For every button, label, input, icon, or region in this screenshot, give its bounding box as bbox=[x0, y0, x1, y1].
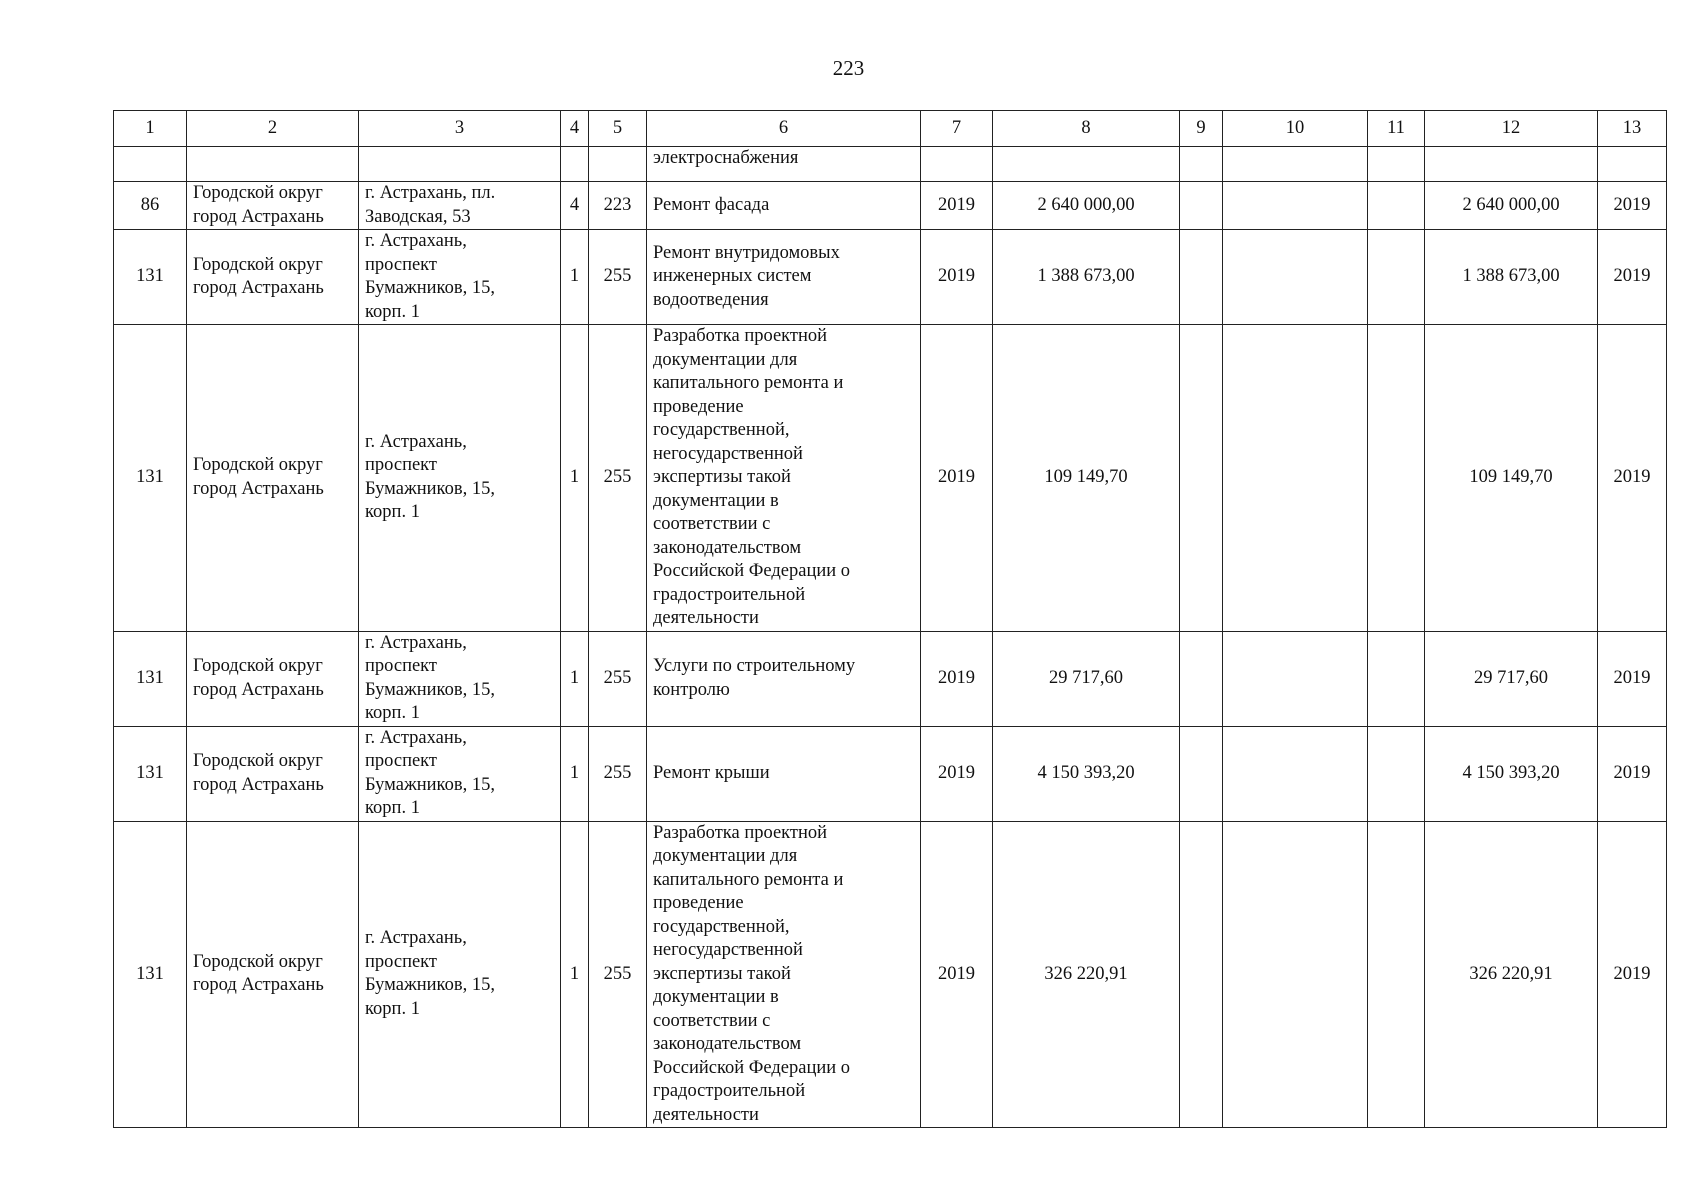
cell-col11 bbox=[1368, 726, 1425, 821]
cell-total-cost bbox=[993, 147, 1180, 182]
cell-year: 2019 bbox=[921, 821, 993, 1128]
cell-year: 2019 bbox=[921, 726, 993, 821]
cell-address: г. Астрахань, проспект Бумажников, 15, корп. 1 bbox=[359, 325, 561, 632]
cell-col13: 2019 bbox=[1598, 726, 1667, 821]
cell-col10 bbox=[1223, 726, 1368, 821]
cell-col12: 326 220,91 bbox=[1425, 821, 1598, 1128]
cell-address: г. Астрахань, проспект Бумажников, 15, корп. 1 bbox=[359, 631, 561, 726]
cell-address: г. Астрахань, проспект Бумажников, 15, корп. 1 bbox=[359, 821, 561, 1128]
cell-col9 bbox=[1180, 325, 1223, 632]
cell-col13: 2019 bbox=[1598, 230, 1667, 325]
cell-col13: 2019 bbox=[1598, 182, 1667, 230]
column-header-12: 12 bbox=[1425, 111, 1598, 147]
cell-col11 bbox=[1368, 147, 1425, 182]
cell-work-type: Ремонт фасада bbox=[647, 182, 921, 230]
capital-repair-table bbox=[113, 110, 1667, 1128]
page-number: 223 bbox=[832, 56, 865, 80]
column-header-2: 2 bbox=[187, 111, 359, 147]
cell-col11 bbox=[1368, 325, 1425, 632]
column-header-13: 13 bbox=[1598, 111, 1667, 147]
cell-col4: 1 bbox=[561, 726, 589, 821]
cell-col5: 223 bbox=[589, 182, 647, 230]
cell-total-cost: 1 388 673,00 bbox=[993, 230, 1180, 325]
cell-municipality: Городской округ город Астрахань bbox=[187, 726, 359, 821]
cell-col5: 255 bbox=[589, 726, 647, 821]
cell-col4: 1 bbox=[561, 821, 589, 1128]
table-row bbox=[114, 230, 1667, 325]
cell-number: 131 bbox=[114, 325, 187, 632]
column-header-3: 3 bbox=[359, 111, 561, 147]
cell-col13 bbox=[1598, 147, 1667, 182]
cell-work-type: Ремонт крыши bbox=[647, 726, 921, 821]
cell-col5: 255 bbox=[589, 325, 647, 632]
cell-col10 bbox=[1223, 821, 1368, 1128]
cell-number: 131 bbox=[114, 230, 187, 325]
column-header-6: 6 bbox=[647, 111, 921, 147]
cell-number: 131 bbox=[114, 726, 187, 821]
cell-col9 bbox=[1180, 182, 1223, 230]
cell-year: 2019 bbox=[921, 182, 993, 230]
cell-number bbox=[114, 147, 187, 182]
cell-col5: 255 bbox=[589, 821, 647, 1128]
cell-col12: 109 149,70 bbox=[1425, 325, 1598, 632]
cell-number: 131 bbox=[114, 821, 187, 1128]
cell-municipality bbox=[187, 147, 359, 182]
cell-col11 bbox=[1368, 230, 1425, 325]
column-header-1: 1 bbox=[114, 111, 187, 147]
cell-work-type: Услуги по строительному контролю bbox=[647, 631, 921, 726]
cell-col13: 2019 bbox=[1598, 821, 1667, 1128]
cell-col11 bbox=[1368, 631, 1425, 726]
cell-work-type: Разработка проектной документации для капитального ремонта и проведение государственной, негосударственной экспертизы такой документации в соответствии с законодательством Российской Федерации о градостроительной деятельности bbox=[647, 821, 921, 1128]
cell-work-type: Разработка проектной документации для капитального ремонта и проведение государственной, негосударственной экспертизы такой документации в соответствии с законодательством Российской Федерации о градостроительной деятельности bbox=[647, 325, 921, 632]
cell-col12: 1 388 673,00 bbox=[1425, 230, 1598, 325]
table-row bbox=[114, 147, 1667, 182]
cell-year: 2019 bbox=[921, 631, 993, 726]
cell-col4: 1 bbox=[561, 631, 589, 726]
cell-col13: 2019 bbox=[1598, 325, 1667, 632]
cell-col11 bbox=[1368, 182, 1425, 230]
cell-col13: 2019 bbox=[1598, 631, 1667, 726]
cell-number: 86 bbox=[114, 182, 187, 230]
cell-address: г. Астрахань, пл. Заводская, 53 bbox=[359, 182, 561, 230]
header-row bbox=[114, 111, 1667, 147]
cell-col4 bbox=[561, 147, 589, 182]
cell-municipality: Городской округ город Астрахань bbox=[187, 230, 359, 325]
cell-year bbox=[921, 147, 993, 182]
cell-work-type: электроснабжения bbox=[647, 147, 921, 182]
table-row bbox=[114, 821, 1667, 1128]
table-row bbox=[114, 631, 1667, 726]
cell-number: 131 bbox=[114, 631, 187, 726]
cell-work-type: Ремонт внутридомовых инженерных систем водоотведения bbox=[647, 230, 921, 325]
cell-municipality: Городской округ город Астрахань bbox=[187, 325, 359, 632]
cell-col12: 2 640 000,00 bbox=[1425, 182, 1598, 230]
cell-col10 bbox=[1223, 631, 1368, 726]
cell-year: 2019 bbox=[921, 230, 993, 325]
cell-address: г. Астрахань, проспект Бумажников, 15, корп. 1 bbox=[359, 726, 561, 821]
cell-col10 bbox=[1223, 230, 1368, 325]
cell-total-cost: 326 220,91 bbox=[993, 821, 1180, 1128]
cell-col10 bbox=[1223, 147, 1368, 182]
cell-total-cost: 109 149,70 bbox=[993, 325, 1180, 632]
column-header-11: 11 bbox=[1368, 111, 1425, 147]
column-header-9: 9 bbox=[1180, 111, 1223, 147]
cell-col9 bbox=[1180, 230, 1223, 325]
table-row bbox=[114, 726, 1667, 821]
column-header-10: 10 bbox=[1223, 111, 1368, 147]
cell-col5 bbox=[589, 147, 647, 182]
cell-col4: 1 bbox=[561, 325, 589, 632]
cell-col11 bbox=[1368, 821, 1425, 1128]
cell-year: 2019 bbox=[921, 325, 993, 632]
cell-col12: 4 150 393,20 bbox=[1425, 726, 1598, 821]
cell-col4: 4 bbox=[561, 182, 589, 230]
cell-total-cost: 29 717,60 bbox=[993, 631, 1180, 726]
cell-municipality: Городской округ город Астрахань bbox=[187, 821, 359, 1128]
cell-col4: 1 bbox=[561, 230, 589, 325]
cell-col5: 255 bbox=[589, 631, 647, 726]
cell-col9 bbox=[1180, 726, 1223, 821]
column-header-7: 7 bbox=[921, 111, 993, 147]
column-header-5: 5 bbox=[589, 111, 647, 147]
cell-col10 bbox=[1223, 325, 1368, 632]
cell-total-cost: 4 150 393,20 bbox=[993, 726, 1180, 821]
cell-address: г. Астрахань, проспект Бумажников, 15, корп. 1 bbox=[359, 230, 561, 325]
cell-total-cost: 2 640 000,00 bbox=[993, 182, 1180, 230]
cell-col12: 29 717,60 bbox=[1425, 631, 1598, 726]
cell-municipality: Городской округ город Астрахань bbox=[187, 631, 359, 726]
table-row bbox=[114, 182, 1667, 230]
cell-municipality: Городской округ город Астрахань bbox=[187, 182, 359, 230]
cell-col9 bbox=[1180, 631, 1223, 726]
cell-address bbox=[359, 147, 561, 182]
cell-col10 bbox=[1223, 182, 1368, 230]
column-header-4: 4 bbox=[561, 111, 589, 147]
table-row bbox=[114, 325, 1667, 632]
cell-col5: 255 bbox=[589, 230, 647, 325]
cell-col12 bbox=[1425, 147, 1598, 182]
cell-col9 bbox=[1180, 147, 1223, 182]
cell-col9 bbox=[1180, 821, 1223, 1128]
column-header-8: 8 bbox=[993, 111, 1180, 147]
